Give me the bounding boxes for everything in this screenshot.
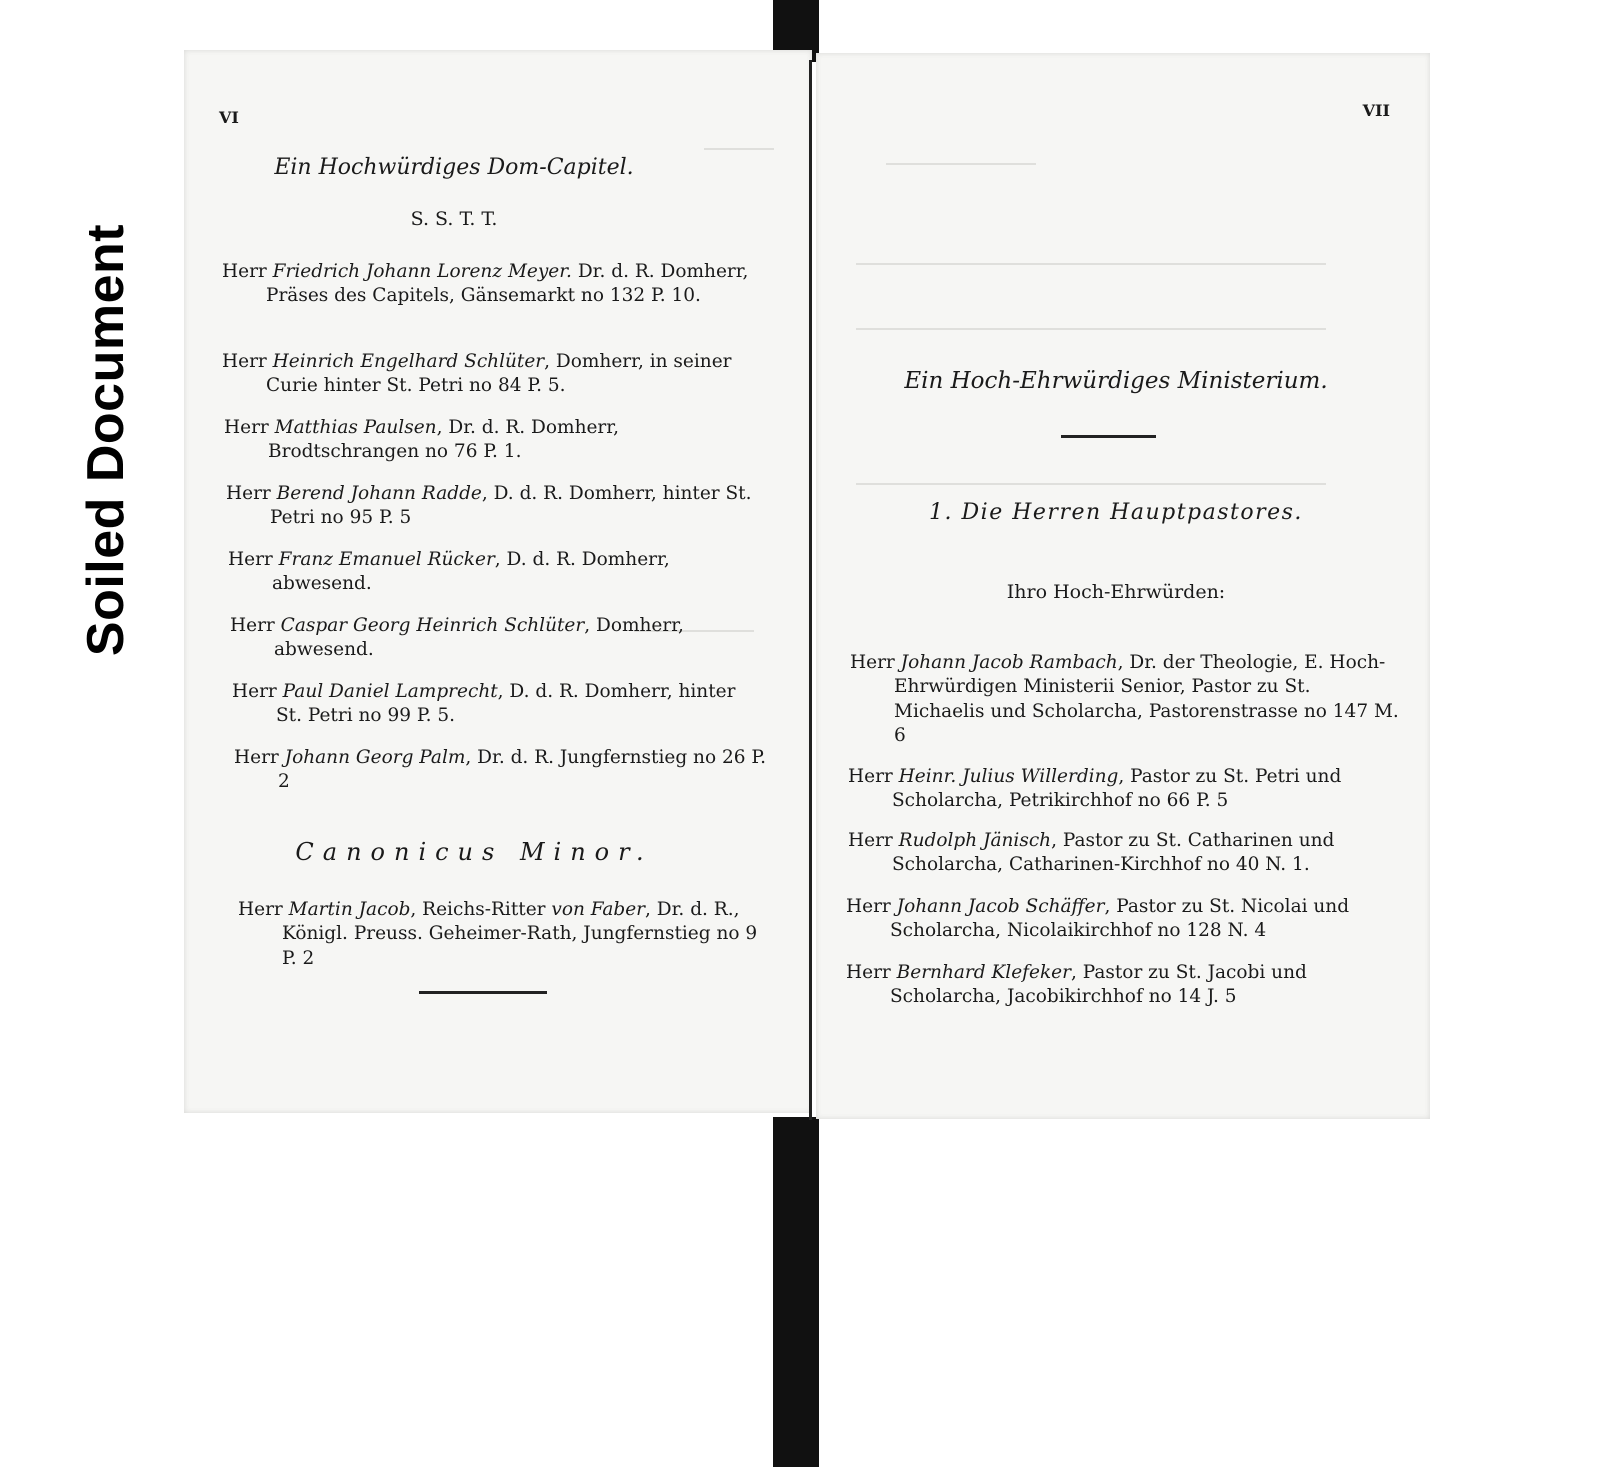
entry-name: Bernhard Klefeker (896, 962, 1071, 983)
entry (848, 829, 1402, 878)
section-rule (419, 991, 547, 994)
page-folio: VI (219, 108, 239, 127)
bleed-through-mark (704, 148, 774, 150)
bleed-through-mark (856, 483, 1326, 485)
entry-name: Paul Daniel Lamprecht (282, 681, 498, 702)
entry-name: Berend Johann Radde (276, 483, 482, 504)
entry-text: , Pastor zu St. Petri und Scholarcha, Petrikirchhof no 66 P. 5 (892, 766, 1342, 812)
entry (850, 651, 1404, 749)
entry-text: , D. d. R. Domherr, abwesend. (272, 549, 670, 595)
entry-herr: Herr (222, 261, 267, 282)
entry-text: , Pastor zu St. Jacobi und Scholarcha, Jacobikirchhof no 14 J. 5 (890, 962, 1307, 1008)
entry-herr: Herr (848, 830, 893, 851)
entry-name: Franz Emanuel Rücker (278, 549, 495, 570)
entry-text: , Dr. d. R. Domherr, Brodtschrangen no 76 P. 1. (268, 417, 619, 463)
entry-text: , D. d. R. Domherr, hinter St. Petri no 95 P. 5 (270, 483, 752, 529)
entry-herr: Herr (848, 766, 893, 787)
soiled-document-stamp (56, 185, 156, 695)
entry-text: , Pastor zu St. Nicolai und Scholarcha, Nicolaikirchhof no 128 N. 4 (890, 896, 1350, 942)
entry-name: Johann Jacob Rambach (900, 652, 1118, 673)
entry-name: Johann Georg Palm (284, 747, 466, 768)
entry-name: Rudolph Jänisch (898, 830, 1052, 851)
section-title: Ein Hochwürdiges Dom-Capitel. (274, 155, 634, 180)
entry-text: , Dr. der Theologie, E. Hoch-Ehrwürdigen Ministerii Senior, Pastor zu St. Michaelis und Scholarcha, Pastorenstrasse no 147 M. 6 (894, 652, 1399, 747)
entry (232, 680, 766, 729)
section-subtitle: S. S. T. T. (410, 208, 498, 230)
entry-text: , Dr. d. R. Jungfernstieg no 26 P. 2 (278, 747, 766, 793)
entry (222, 350, 756, 399)
entry-name-von: von Faber (551, 899, 646, 920)
entry-herr: Herr (226, 483, 271, 504)
entry-name: Martin Jacob (288, 899, 411, 920)
page-folio: VII (1362, 101, 1390, 120)
entry-name: Heinrich Engelhard Schlüter (272, 351, 545, 372)
entry-name: Caspar Georg Heinrich Schlüter (280, 615, 585, 636)
section-rule (1061, 435, 1156, 438)
entry-herr: Herr (850, 652, 895, 673)
entry (238, 898, 772, 971)
stamp-label: Soiled Document (77, 223, 135, 657)
entry (846, 961, 1400, 1010)
binding-gutter-bottom (773, 1117, 819, 1467)
subsection-title: 1. Die Herren Hauptpastores. (929, 500, 1303, 525)
entry (224, 416, 758, 465)
right-page (816, 53, 1430, 1119)
entry-herr: Herr (238, 899, 283, 920)
entry (228, 548, 762, 597)
entry (848, 765, 1402, 814)
entry-name: Heinr. Julius Willerding (898, 766, 1119, 787)
entry-herr: Herr (230, 615, 275, 636)
entry-name: Friedrich Johann Lorenz Meyer. (272, 261, 572, 282)
entry-text: Dr. d. R. Domherr, Präses des Capitels, Gänsemarkt no 132 P. 10. (266, 261, 749, 307)
entry (846, 895, 1400, 944)
entry (230, 614, 764, 663)
entry-text: , Domherr, abwesend. (274, 615, 684, 661)
entry (222, 260, 756, 309)
subsection-subtitle: Ihro Hoch-Ehrwürden: (1006, 581, 1226, 603)
entry (234, 746, 768, 795)
entry-herr: Herr (222, 351, 267, 372)
entry-herr: Herr (228, 549, 273, 570)
bleed-through-mark (856, 328, 1326, 330)
bleed-through-mark (856, 263, 1326, 265)
entry-herr: Herr (846, 896, 891, 917)
canonicus-title: Canonicus Minor. (295, 838, 653, 866)
entry-herr: Herr (224, 417, 269, 438)
entry-herr: Herr (234, 747, 279, 768)
entry-herr: Herr (846, 962, 891, 983)
left-page (184, 50, 812, 1113)
entry-name: Matthias Paulsen (274, 417, 437, 438)
entry-text: , Dr. d. R., Königl. Preuss. Geheimer-Rath, Jungfernstieg no 9 P. 2 (282, 899, 758, 969)
entry-text: , Pastor zu St. Catharinen und Scholarcha, Catharinen-Kirchhof no 40 N. 1. (892, 830, 1335, 876)
bleed-through-mark (886, 163, 1036, 165)
book-spine-line (809, 60, 812, 1120)
entry-name: Johann Jacob Schäffer (896, 896, 1105, 917)
entry (226, 482, 760, 531)
entry-text: , Domherr, in seiner Curie hinter St. Petri no 84 P. 5. (266, 351, 732, 397)
entry-herr: Herr (232, 681, 277, 702)
entry-text: , D. d. R. Domherr, hinter St. Petri no 99 P. 5. (276, 681, 736, 727)
entry-text: , Reichs-Ritter (410, 899, 552, 920)
section-title: Ein Hoch-Ehrwürdiges Ministerium. (904, 368, 1328, 394)
